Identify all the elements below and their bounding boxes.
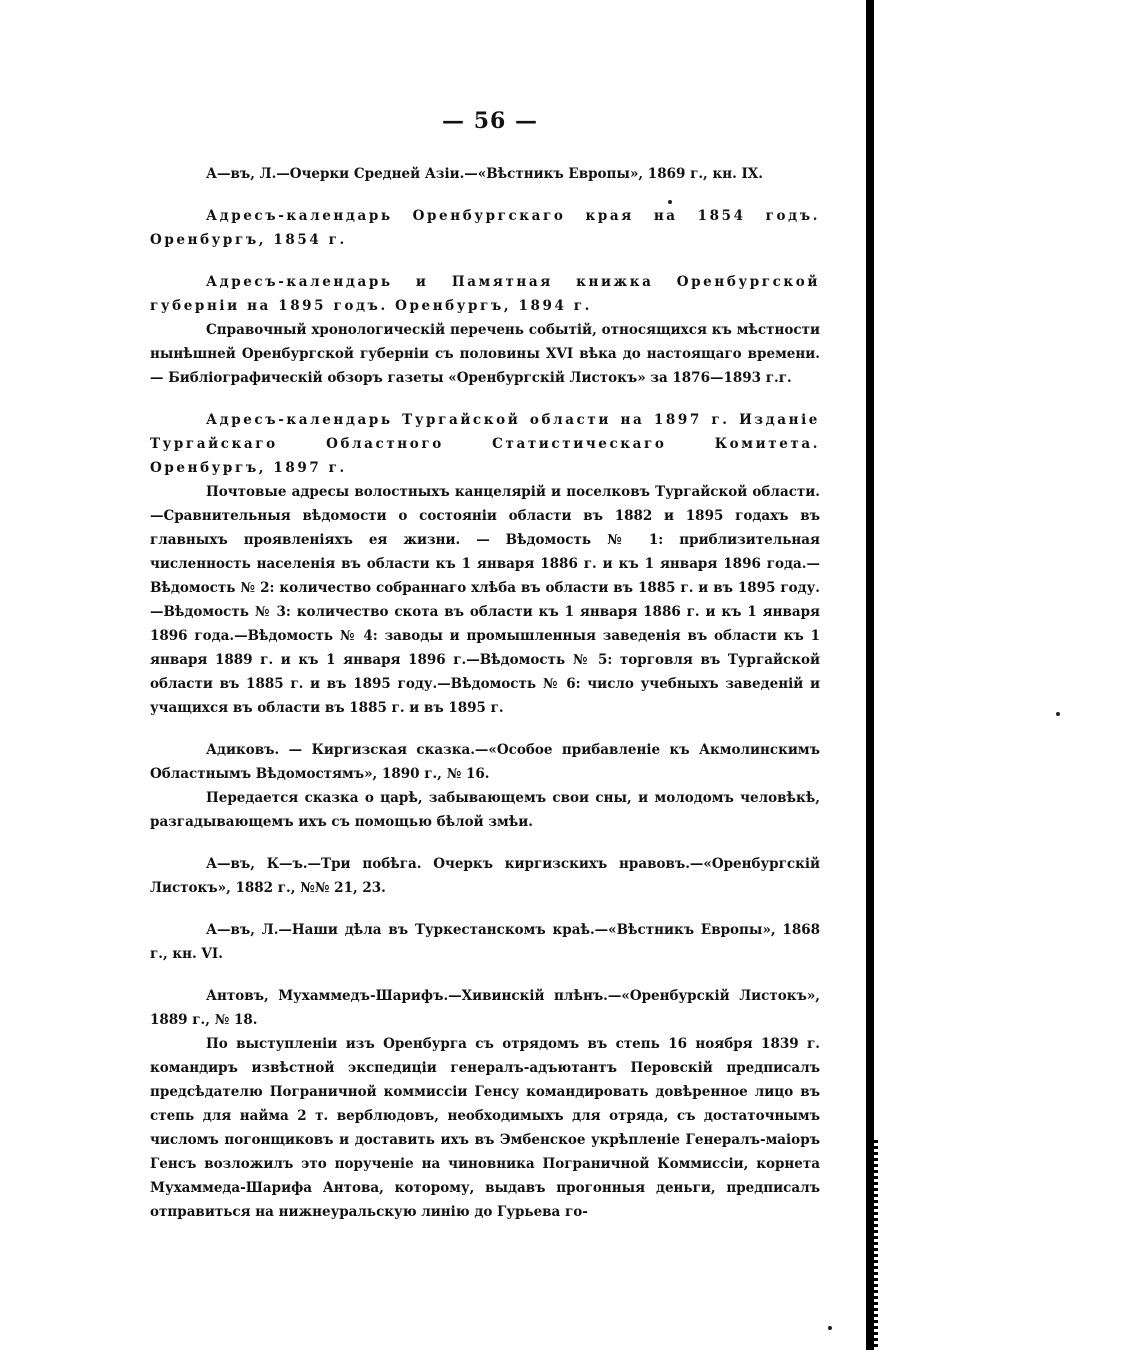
scan-speck [828, 1326, 832, 1330]
entry-heading: Адресъ-календарь и Памятная книжка Оренбургской губерніи на 1895 годъ. Оренбургъ, 1894 г. [150, 274, 820, 314]
entry-annotation: По выступленіи изъ Оренбурга съ отрядомъ въ степь 16 ноября 1839 г. командиръ извѣстной экспедиціи генералъ-адъютантъ Перовскій предписалъ предсѣдателю Пограничной коммиссіи Генсу командировать довѣренное лицо въ степь для найма 2 т. верблюдовъ, необходимыхъ для отряда, съ достаточнымъ числомъ погонщиковъ и доставить ихъ въ Эмбенское укрѣпленіе Генералъ-маіоръ Генсъ возложилъ это порученіе на чиновника Пограничной Коммиссіи, корнета Мухаммеда-Шарифа Антова, которому, выдавъ прогонныя деньги, предписалъ отправиться на нижнеуральскую линію до Гурьева го- [150, 1036, 820, 1220]
scan-speck [1056, 712, 1060, 716]
entry-annotation: Передается сказка о царѣ, забывающемъ свои сны, и молодомъ человѣкѣ, разгадывающемъ ихъ съ помощью бѣлой змѣи. [150, 790, 820, 830]
entry-heading: Адресъ-календарь Оренбургскаго края на 1854 годъ. Оренбургъ, 1854 г. [150, 208, 820, 248]
entry-heading: А—въ, Л.—Наши дѣла въ Туркестанскомъ краѣ.—«Вѣстникъ Европы», 1868 г., кн. VI. [150, 922, 820, 962]
bibliography-entry [150, 984, 820, 1224]
bibliography-entry [150, 270, 820, 390]
bibliography-entry [150, 162, 820, 186]
page-edge-dotted-rule [874, 1140, 878, 1350]
bibliography-entry [150, 408, 820, 720]
page-number: — 56 — [442, 108, 538, 134]
entry-heading: Антовъ, Мухаммедъ-Шарифъ.—Хивинскій плѣнъ.—«Оренбурскій Листокъ», 1889 г., № 18. [150, 988, 820, 1028]
entry-heading: Адресъ-календарь Тургайской области на 1897 г. Изданіе Тургайскаго Областного Статистическаго Комитета. Оренбургъ, 1897 г. [150, 412, 820, 476]
bibliography-entry [150, 204, 820, 252]
entry-heading: Адиковъ. — Киргизская сказка.—«Особое прибавленіе къ Акмолинскимъ Областнымъ Вѣдомостямъ», 1890 г., № 16. [150, 742, 820, 782]
entry-heading: А—въ, К—ъ.—Три побѣга. Очеркъ киргизскихъ нравовъ.—«Оренбургскій Листокъ», 1882 г., №№ 21, 23. [150, 856, 820, 896]
bibliography-entry [150, 852, 820, 900]
entry-annotation: Почтовые адресы волостныхъ канцелярій и поселковъ Тургайской области.—Сравнительныя вѣдомости о состояніи области въ 1882 и 1895 годахъ въ главныхъ проявленіяхъ ея жизни. — Вѣдомость № 1: приблизительная численность населенія въ области къ 1 января 1886 г. и къ 1 января 1896 года.—Вѣдомость № 2: количество собраннаго хлѣба въ области въ 1885 г. и въ 1895 году.—Вѣдомость № 3: количество скота въ области къ 1 января 1886 г. и къ 1 января 1896 года.—Вѣдомость № 4: заводы и промышленныя заведенія въ области къ 1 января 1889 г. и къ 1 января 1896 г.—Вѣдомость № 5: торговля въ Тургайской области въ 1885 г. и въ 1895 году.—Вѣдомость № 6: число учебныхъ заведеній и учащихся въ области въ 1885 г. и въ 1895 г. [150, 484, 820, 716]
entry-annotation: Справочный хронологическій перечень событій, относящихся къ мѣстности нынѣшней Оренбургской губерніи съ половины XVI вѣка до настоящаго времени. — Библіографическій обзоръ газеты «Оренбургскій Листокъ» за 1876—1893 г.г. [150, 322, 820, 386]
bibliography-entry [150, 738, 820, 834]
scan-speck [668, 200, 672, 204]
text-column [150, 162, 820, 1242]
entry-heading: А—въ, Л.—Очерки Средней Азіи.—«Вѣстникъ Европы», 1869 г., кн. IX. [206, 166, 763, 182]
page-edge-rule [866, 0, 874, 1350]
bibliography-entry [150, 918, 820, 966]
